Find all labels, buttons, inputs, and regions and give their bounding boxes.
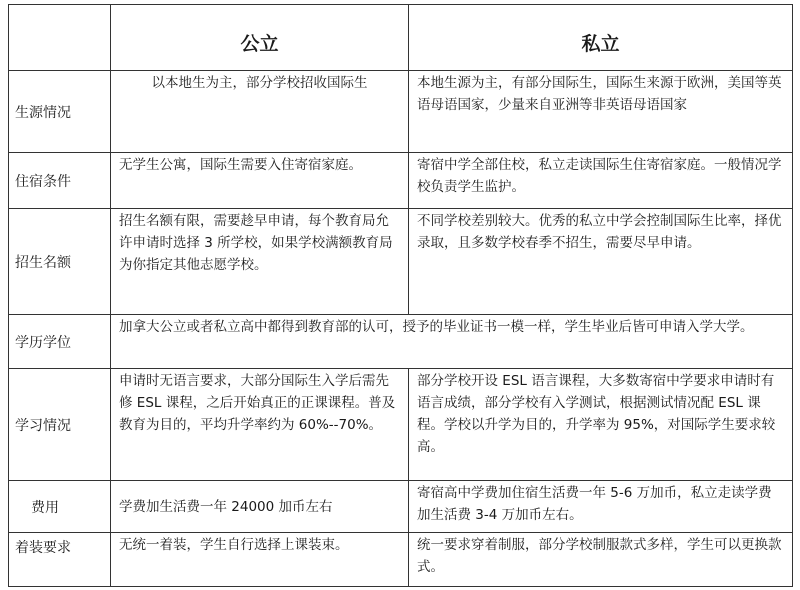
table-row <box>9 369 793 481</box>
private-cell: 寄宿中学全部住校，私立走读国际生住寄宿家庭。一般情况学校负责学生监护。 <box>409 153 793 209</box>
table-row <box>9 71 793 153</box>
public-cell: 无学生公寓，国际生需要入住寄宿家庭。 <box>111 153 409 209</box>
private-cell: 寄宿高中学费加住宿生活费一年 5-6 万加币，私立走读学费加生活费 3-4 万加币左右。 <box>409 481 793 533</box>
private-cell: 部分学校开设 ESL 语言课程，大多数寄宿中学要求申请时有语言成绩，部分学校有入学测试，根据测试情况配 ESL 课程。学校以升学为目的，升学率为 95%，对国际学生要求较高。 <box>409 369 793 481</box>
row-label: 着装要求 <box>9 533 111 587</box>
public-cell: 申请时无语言要求，大部分国际生入学后需先修 ESL 课程，之后开始真正的正课课程。普及教育为目的，平均升学率约为 60%--70%。 <box>111 369 409 481</box>
row-label: 学历学位 <box>9 315 111 369</box>
header-public: 公立 <box>111 5 409 71</box>
public-cell: 以本地生为主，部分学校招收国际生 <box>111 71 409 153</box>
row-label: 学习情况 <box>9 369 111 481</box>
public-cell: 学费加生活费一年 24000 加币左右 <box>111 481 409 533</box>
public-cell: 无统一着装，学生自行选择上课装束。 <box>111 533 409 587</box>
row-label: 费用 <box>9 481 111 533</box>
table-row <box>9 315 793 369</box>
private-cell: 不同学校差别较大。优秀的私立中学会控制国际生比率，择优录取，且多数学校春季不招生，需要尽早申请。 <box>409 209 793 315</box>
private-cell: 统一要求穿着制服，部分学校制服款式多样，学生可以更换款式。 <box>409 533 793 587</box>
header-row <box>9 5 793 71</box>
comparison-table <box>8 4 793 587</box>
public-cell: 招生名额有限，需要趁早申请，每个教育局允许申请时选择 3 所学校，如果学校满额教育局为你指定其他志愿学校。 <box>111 209 409 315</box>
table-row <box>9 209 793 315</box>
row-label: 招生名额 <box>9 209 111 315</box>
table-row <box>9 153 793 209</box>
row-label: 住宿条件 <box>9 153 111 209</box>
header-corner-cell <box>9 5 111 71</box>
private-cell: 本地生源为主，有部分国际生，国际生来源于欧洲，美国等英语母语国家，少量来自亚洲等非英语母语国家 <box>409 71 793 153</box>
merged-cell: 加拿大公立或者私立高中都得到教育部的认可，授予的毕业证书一模一样，学生毕业后皆可申请入学大学。 <box>111 315 793 369</box>
header-private: 私立 <box>409 5 793 71</box>
table-row <box>9 481 793 533</box>
table-row <box>9 533 793 587</box>
row-label: 生源情况 <box>9 71 111 153</box>
